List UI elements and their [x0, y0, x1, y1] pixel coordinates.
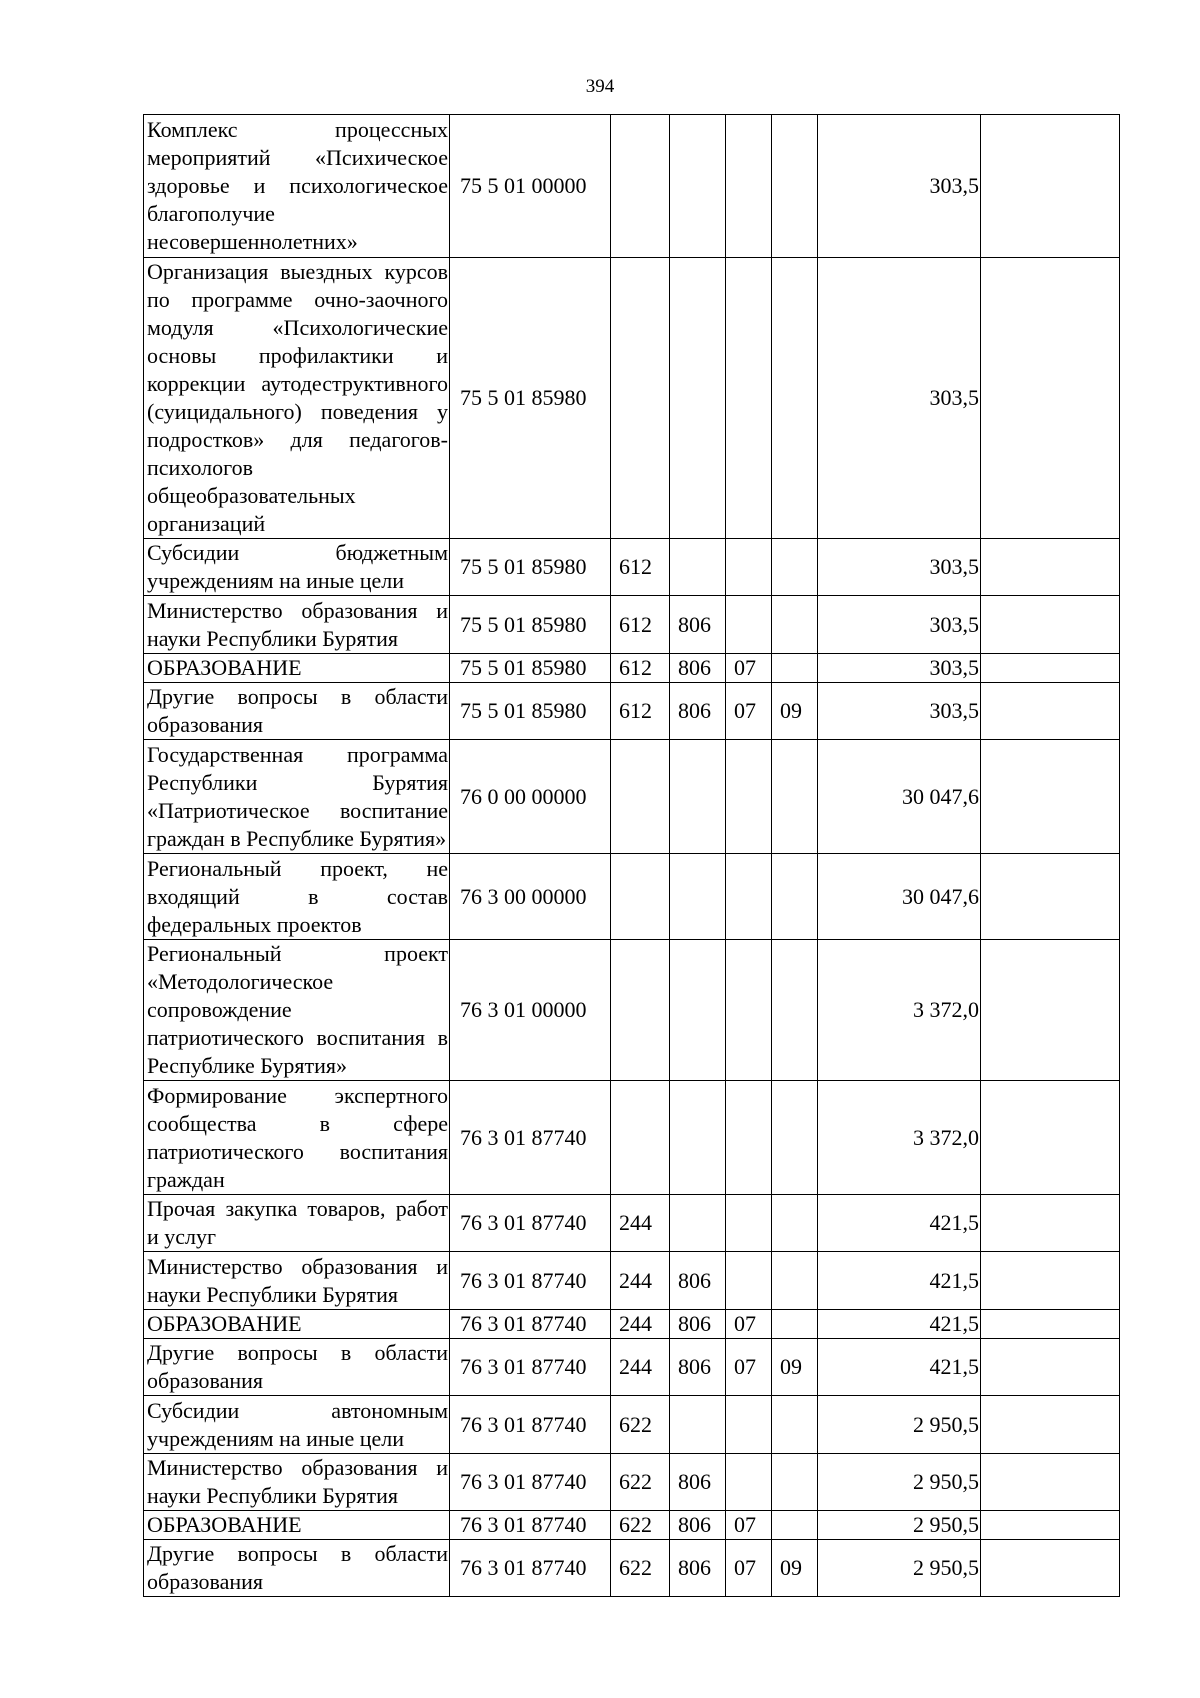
table-row: [144, 1540, 1120, 1597]
subsection-code: [772, 654, 818, 683]
ministry-code: 806: [670, 1252, 726, 1310]
extra-column: [981, 1310, 1120, 1339]
ministry-code: [670, 940, 726, 1081]
ministry-code: 806: [670, 1310, 726, 1339]
target-code: 76 3 01 87740: [450, 1252, 611, 1310]
table-row: [144, 1454, 1120, 1511]
table-row: [144, 940, 1120, 1081]
target-code: 76 3 01 87740: [450, 1081, 611, 1195]
ministry-code: 806: [670, 1511, 726, 1540]
amount: 303,5: [818, 596, 981, 654]
target-code: 76 3 01 87740: [450, 1540, 611, 1597]
target-code: 76 3 01 87740: [450, 1396, 611, 1454]
expense-type: [611, 1081, 670, 1195]
expense-type: [611, 258, 670, 539]
extra-column: [981, 740, 1120, 854]
target-code: 75 5 01 85980: [450, 539, 611, 596]
table-row: [144, 1081, 1120, 1195]
row-name: Формирование экспертного сообщества в сфере патриотического воспитания граждан: [144, 1081, 450, 1195]
row-name: Региональный проект «Методологическое сопровождение патриотического воспитания в Республике Бурятия»: [144, 940, 450, 1081]
amount: 30 047,6: [818, 854, 981, 940]
section-code: 07: [726, 1540, 772, 1597]
table-row: [144, 1396, 1120, 1454]
row-name: Министерство образования и науки Республики Бурятия: [144, 1252, 450, 1310]
target-code: 75 5 01 85980: [450, 596, 611, 654]
ministry-code: [670, 1195, 726, 1252]
row-name: Комплекс процессных мероприятий «Психическое здоровье и психологическое благополучие несовершеннолетних»: [144, 115, 450, 258]
expense-type: 622: [611, 1396, 670, 1454]
table-row: [144, 854, 1120, 940]
row-name: ОБРАЗОВАНИЕ: [144, 1310, 450, 1339]
amount: 3 372,0: [818, 940, 981, 1081]
subsection-code: [772, 740, 818, 854]
amount: 303,5: [818, 654, 981, 683]
table-row: [144, 654, 1120, 683]
amount: 303,5: [818, 258, 981, 539]
target-code: 76 3 01 87740: [450, 1310, 611, 1339]
budget-table: [143, 114, 1120, 1597]
expense-type: [611, 740, 670, 854]
amount: 2 950,5: [818, 1511, 981, 1540]
target-code: 76 3 01 87740: [450, 1339, 611, 1396]
amount: 2 950,5: [818, 1396, 981, 1454]
target-code: 76 3 01 87740: [450, 1195, 611, 1252]
subsection-code: [772, 854, 818, 940]
amount: 421,5: [818, 1339, 981, 1396]
target-code: 75 5 01 85980: [450, 683, 611, 740]
extra-column: [981, 1511, 1120, 1540]
subsection-code: [772, 596, 818, 654]
extra-column: [981, 683, 1120, 740]
subsection-code: [772, 1252, 818, 1310]
target-code: 76 3 00 00000: [450, 854, 611, 940]
expense-type: 612: [611, 654, 670, 683]
section-code: [726, 596, 772, 654]
extra-column: [981, 854, 1120, 940]
ministry-code: [670, 539, 726, 596]
table-row: [144, 539, 1120, 596]
row-name: Прочая закупка товаров, работ и услуг: [144, 1195, 450, 1252]
section-code: [726, 1454, 772, 1511]
subsection-code: [772, 1396, 818, 1454]
row-name: Министерство образования и науки Республики Бурятия: [144, 1454, 450, 1511]
target-code: 75 5 01 85980: [450, 654, 611, 683]
table-row: [144, 1195, 1120, 1252]
expense-type: [611, 854, 670, 940]
row-name: Субсидии автономным учреждениям на иные цели: [144, 1396, 450, 1454]
amount: 303,5: [818, 539, 981, 596]
extra-column: [981, 940, 1120, 1081]
row-name: ОБРАЗОВАНИЕ: [144, 654, 450, 683]
section-code: 07: [726, 683, 772, 740]
expense-type: 622: [611, 1511, 670, 1540]
row-name: Государственная программа Республики Бурятия «Патриотическое воспитание граждан в Республике Бурятия»: [144, 740, 450, 854]
ministry-code: [670, 1396, 726, 1454]
section-code: 07: [726, 1310, 772, 1339]
amount: 421,5: [818, 1252, 981, 1310]
extra-column: [981, 654, 1120, 683]
row-name: Региональный проект, не входящий в состав федеральных проектов: [144, 854, 450, 940]
section-code: [726, 1252, 772, 1310]
expense-type: [611, 115, 670, 258]
extra-column: [981, 1252, 1120, 1310]
expense-type: 244: [611, 1310, 670, 1339]
amount: 2 950,5: [818, 1540, 981, 1597]
extra-column: [981, 539, 1120, 596]
expense-type: 244: [611, 1339, 670, 1396]
ministry-code: 806: [670, 1454, 726, 1511]
section-code: [726, 539, 772, 596]
ministry-code: 806: [670, 1540, 726, 1597]
subsection-code: [772, 1081, 818, 1195]
subsection-code: [772, 1454, 818, 1511]
subsection-code: [772, 115, 818, 258]
section-code: [726, 258, 772, 539]
table-row: [144, 1310, 1120, 1339]
amount: 421,5: [818, 1310, 981, 1339]
expense-type: 622: [611, 1540, 670, 1597]
expense-type: 612: [611, 596, 670, 654]
table-row: [144, 115, 1120, 258]
section-code: 07: [726, 1511, 772, 1540]
subsection-code: [772, 1511, 818, 1540]
subsection-code: [772, 940, 818, 1081]
ministry-code: [670, 115, 726, 258]
section-code: [726, 115, 772, 258]
subsection-code: 09: [772, 683, 818, 740]
ministry-code: [670, 740, 726, 854]
amount: 3 372,0: [818, 1081, 981, 1195]
table-row: [144, 258, 1120, 539]
subsection-code: [772, 539, 818, 596]
table-row: [144, 596, 1120, 654]
section-code: [726, 1081, 772, 1195]
row-name: Организация выездных курсов по программе очно-заочного модуля «Психологические основы профилактики и коррекции аутодеструктивного (суицидального) поведения у подростков» для педагогов-психологов общеобразовательных организаций: [144, 258, 450, 539]
ministry-code: 806: [670, 683, 726, 740]
row-name: Другие вопросы в области образования: [144, 1339, 450, 1396]
row-name: Субсидии бюджетным учреждениям на иные цели: [144, 539, 450, 596]
expense-type: 612: [611, 683, 670, 740]
extra-column: [981, 1396, 1120, 1454]
ministry-code: [670, 258, 726, 539]
row-name: Другие вопросы в области образования: [144, 1540, 450, 1597]
section-code: 07: [726, 654, 772, 683]
extra-column: [981, 1195, 1120, 1252]
section-code: [726, 1195, 772, 1252]
table-row: [144, 1252, 1120, 1310]
section-code: [726, 940, 772, 1081]
amount: 303,5: [818, 115, 981, 258]
expense-type: 244: [611, 1252, 670, 1310]
extra-column: [981, 1540, 1120, 1597]
target-code: 76 3 01 00000: [450, 940, 611, 1081]
subsection-code: [772, 1195, 818, 1252]
expense-type: 244: [611, 1195, 670, 1252]
expense-type: [611, 940, 670, 1081]
table-row: [144, 740, 1120, 854]
target-code: 76 3 01 87740: [450, 1454, 611, 1511]
extra-column: [981, 1454, 1120, 1511]
target-code: 75 5 01 85980: [450, 258, 611, 539]
expense-type: 612: [611, 539, 670, 596]
subsection-code: [772, 258, 818, 539]
row-name: ОБРАЗОВАНИЕ: [144, 1511, 450, 1540]
amount: 303,5: [818, 683, 981, 740]
ministry-code: 806: [670, 1339, 726, 1396]
page-number: 394: [585, 76, 615, 97]
row-name: Министерство образования и науки Республики Бурятия: [144, 596, 450, 654]
target-code: 76 0 00 00000: [450, 740, 611, 854]
extra-column: [981, 596, 1120, 654]
table-row: [144, 683, 1120, 740]
extra-column: [981, 258, 1120, 539]
ministry-code: [670, 854, 726, 940]
amount: 421,5: [818, 1195, 981, 1252]
section-code: [726, 1396, 772, 1454]
ministry-code: 806: [670, 654, 726, 683]
amount: 2 950,5: [818, 1454, 981, 1511]
ministry-code: [670, 1081, 726, 1195]
subsection-code: 09: [772, 1339, 818, 1396]
subsection-code: [772, 1310, 818, 1339]
ministry-code: 806: [670, 596, 726, 654]
extra-column: [981, 1339, 1120, 1396]
expense-type: 622: [611, 1454, 670, 1511]
table-row: [144, 1511, 1120, 1540]
subsection-code: 09: [772, 1540, 818, 1597]
extra-column: [981, 1081, 1120, 1195]
target-code: 75 5 01 00000: [450, 115, 611, 258]
section-code: [726, 740, 772, 854]
target-code: 76 3 01 87740: [450, 1511, 611, 1540]
extra-column: [981, 115, 1120, 258]
table-row: [144, 1339, 1120, 1396]
section-code: 07: [726, 1339, 772, 1396]
amount: 30 047,6: [818, 740, 981, 854]
row-name: Другие вопросы в области образования: [144, 683, 450, 740]
section-code: [726, 854, 772, 940]
